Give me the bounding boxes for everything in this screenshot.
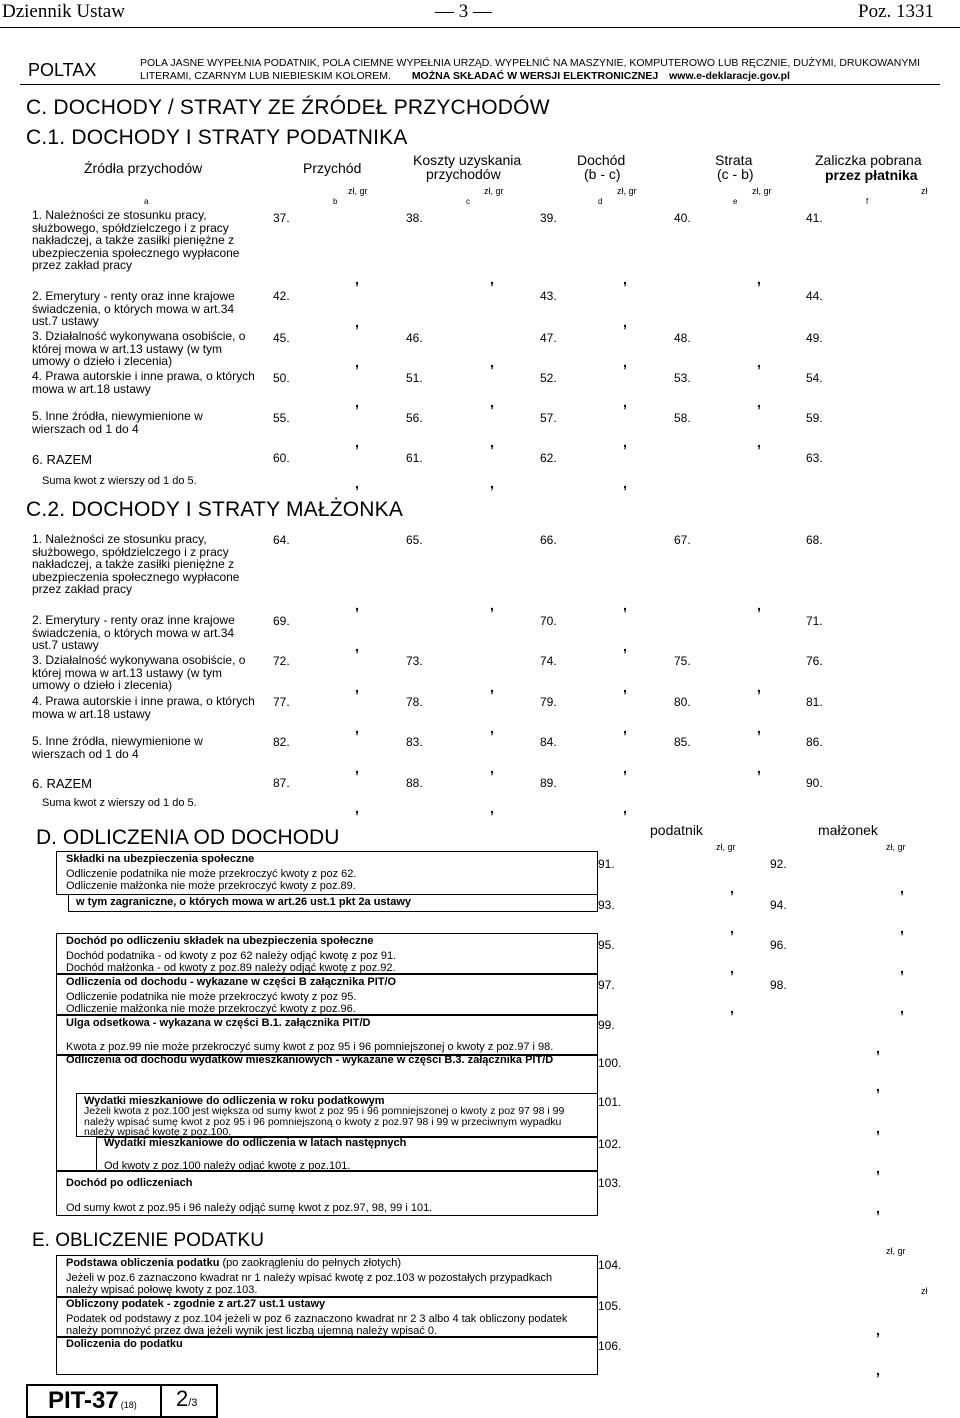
- obliczony-label: Obliczony podatek - zgodnie z art.27 ust.1 ustawy: [66, 1298, 326, 1310]
- decimal-comma: ,: [355, 760, 359, 776]
- decimal-comma: ,: [355, 638, 359, 654]
- top-rule: [20, 84, 940, 85]
- skladki-note1: Odliczenie podatnika nie może przekroczyć kwoty z poz 62.: [66, 868, 357, 880]
- c1-row5-label: 5. Inne źródła, niewymienione w wierszach od 1 do 4: [32, 409, 203, 436]
- c2-field-84[interactable]: 84.: [540, 735, 557, 749]
- decimal-comma: ,: [490, 679, 494, 695]
- c1-field-55[interactable]: 55.: [273, 411, 290, 425]
- c2-field-72[interactable]: 72.: [273, 654, 290, 668]
- wyd-lata-note: Od kwoty z poz.100 należy odjąć kwotę z poz.101.: [104, 1160, 351, 1172]
- col-sources: Źródła przychodów: [84, 160, 203, 176]
- skladki-label: Składki na ubezpieczenia społeczne: [66, 853, 255, 865]
- decimal-comma: ,: [490, 800, 494, 816]
- decimal-comma: ,: [623, 271, 627, 287]
- decimal-comma: ,: [623, 475, 627, 491]
- c1-field-57[interactable]: 57.: [540, 411, 557, 425]
- decimal-comma: ,: [757, 271, 761, 287]
- col-costs-l2: przychodów: [426, 166, 501, 182]
- journal-title: Dziennik Ustaw: [2, 1, 125, 22]
- decimal-comma: ,: [490, 597, 494, 613]
- decimal-comma: ,: [757, 597, 761, 613]
- letter-f: f: [866, 197, 869, 206]
- unit-e-zl: zł: [921, 1286, 928, 1296]
- decimal-comma: ,: [900, 960, 904, 976]
- c1-field-38[interactable]: 38.: [406, 211, 423, 225]
- c2-field-80[interactable]: 80.: [674, 695, 691, 709]
- c2-field-79[interactable]: 79.: [540, 695, 557, 709]
- doch-po-note1: Dochód podatnika - od kwoty z poz 62 należy odjąć kwotę z poz 91.: [66, 950, 397, 962]
- instructions-url: www.e-deklaracje.gov.pl: [669, 70, 790, 82]
- form-page-num: 2: [176, 1386, 189, 1411]
- decimal-comma: ,: [355, 679, 359, 695]
- decimal-comma: ,: [876, 1322, 880, 1338]
- decimal-comma: ,: [355, 720, 359, 736]
- wyd-rok-note: Jeżeli kwota z poz.100 jest większa od sumy kwot z poz 95 i 96 pomniejszonej o kwoty z poz 97 98 i 99 należy wpisać sumę kwot z poz 95 i 96 pomniejszoną o kwoty z poz.97 98 i 99 w przeciwnym wypadku należy wpisać kwotę z poz.100.: [84, 1105, 565, 1138]
- field-102[interactable]: 102.: [598, 1137, 622, 1151]
- decimal-comma: ,: [623, 800, 627, 816]
- field-101[interactable]: 101.: [598, 1095, 622, 1109]
- section-d-title: D. ODLICZENIA OD DOCHODU: [36, 826, 340, 849]
- c2-field-88[interactable]: 88.: [406, 776, 423, 790]
- field-99[interactable]: 99.: [598, 1018, 615, 1032]
- instructions-electronic: MOŻNA SKŁADAĆ W WERSJI ELEKTRONICZNEJ: [411, 70, 659, 82]
- c2-field-74[interactable]: 74.: [540, 654, 557, 668]
- decimal-comma: ,: [355, 314, 359, 330]
- c2-field-64[interactable]: 64.: [273, 533, 290, 547]
- form-id: [48, 1387, 137, 1415]
- decimal-comma: ,: [623, 679, 627, 695]
- c2-field-66[interactable]: 66.: [540, 533, 557, 547]
- instructions-text: LITERAMI, CZARNYM LUB NIEBIESKIM KOLOREM.: [140, 70, 391, 82]
- c2-field-83[interactable]: 83.: [406, 735, 423, 749]
- col-loss-l1: Strata: [715, 152, 753, 168]
- letter-c: c: [466, 197, 470, 206]
- doliczenia-label: Doliczenia do podatku: [66, 1338, 183, 1350]
- c2-row1-label: 1. Należności ze stosunku pracy, służbowego, spółdzielczego i z pracy nakładczej, a także zasiłki pieniężne z ubezpieczenia społecznego wypłacone przez zakład pracy: [32, 532, 240, 596]
- skladki-note2: Odliczenie małżonka nie może przekroczyć kwoty z poz.89.: [66, 880, 356, 892]
- decimal-comma: ,: [490, 720, 494, 736]
- section-c1-title: C.1. DOCHODY I STRATY PODATNIKA: [26, 126, 408, 149]
- unit-advance: zł: [921, 186, 928, 196]
- c2-field-81[interactable]: 81.: [806, 695, 823, 709]
- decimal-comma: ,: [876, 1362, 880, 1378]
- c2-row2-label: 2. Emerytury - renty oraz inne krajowe świadczenia, o których mowa w art.34 ust.7 ustawy: [32, 613, 235, 652]
- doch-po-label: Dochód po odliczeniu składek na ubezpieczenia społeczne: [66, 935, 374, 947]
- decimal-comma: ,: [730, 1000, 734, 1016]
- c1-field-54[interactable]: 54.: [806, 371, 823, 385]
- form-id-divider: [160, 1384, 162, 1418]
- c2-field-86[interactable]: 86.: [806, 735, 823, 749]
- c2-field-78[interactable]: 78.: [406, 695, 423, 709]
- col-spouse: małżonek: [818, 822, 878, 838]
- decimal-comma: ,: [355, 434, 359, 450]
- zagr-label: w tym zagraniczne, o których mowa w art.26 ust.1 pkt 2a ustawy: [76, 896, 411, 908]
- form-name: PIT-37: [48, 1387, 119, 1414]
- position-number: Poz. 1331: [858, 1, 934, 22]
- unit-taxpayer: zł, gr: [716, 842, 736, 852]
- c1-field-51[interactable]: 51.: [406, 371, 423, 385]
- decimal-comma: ,: [900, 1000, 904, 1016]
- col-costs-l1: Koszty uzyskania: [413, 152, 522, 168]
- c1-field-43[interactable]: 43.: [540, 289, 557, 303]
- decimal-comma: ,: [900, 920, 904, 936]
- podstawa-rest: (po zaokrągleniu do pełnych złotych): [219, 1257, 402, 1269]
- field-103[interactable]: 103.: [598, 1176, 622, 1190]
- decimal-comma: ,: [355, 800, 359, 816]
- decimal-comma: ,: [623, 434, 627, 450]
- decimal-comma: ,: [355, 475, 359, 491]
- decimal-comma: ,: [730, 880, 734, 896]
- decimal-comma: ,: [730, 920, 734, 936]
- c1-field-37[interactable]: 37.: [273, 211, 290, 225]
- decimal-comma: ,: [355, 394, 359, 410]
- decimal-comma: ,: [757, 354, 761, 370]
- col-profit-l2: (b - c): [584, 166, 621, 182]
- c1-field-60[interactable]: 60.: [273, 451, 290, 465]
- decimal-comma: ,: [757, 434, 761, 450]
- c2-field-76[interactable]: 76.: [806, 654, 823, 668]
- c1-field-40[interactable]: 40.: [674, 211, 691, 225]
- c1-field-45[interactable]: 45.: [273, 331, 290, 345]
- odl-b-note1: Odliczenie podatnika nie może przekroczyć kwoty z poz 95.: [66, 991, 357, 1003]
- ulga-note: Kwota z poz.99 nie może przekroczyć sumy kwot z poz 95 i 96 pomniejszonej o kwoty z poz.97 i 98.: [66, 1041, 554, 1053]
- letter-e: e: [733, 197, 738, 206]
- decimal-comma: ,: [623, 597, 627, 613]
- doch-po-note2: Dochód małżonka - od kwoty z poz.89 należy odjąć kwotę z poz.92.: [66, 962, 396, 974]
- form-page: [176, 1386, 197, 1412]
- field-97[interactable]: 97.: [598, 978, 615, 992]
- c2-field-77[interactable]: 77.: [273, 695, 290, 709]
- decimal-comma: ,: [757, 720, 761, 736]
- c1-field-61[interactable]: 61.: [406, 451, 423, 465]
- unit-costs: zł, gr: [484, 186, 504, 196]
- decimal-comma: ,: [876, 1160, 880, 1176]
- section-c-title: C. DOCHODY / STRATY ZE ŹRÓDEŁ PRZYCHODÓW: [26, 96, 550, 119]
- doch-odl-label: Dochód po odliczeniach: [66, 1177, 193, 1189]
- c1-row2-label: 2. Emerytury - renty oraz inne krajowe świadczenia, o których mowa w art.34 ust.7 ustawy: [32, 289, 235, 328]
- letter-a: a: [144, 197, 149, 206]
- c1-field-56[interactable]: 56.: [406, 411, 423, 425]
- c2-field-67[interactable]: 67.: [674, 533, 691, 547]
- c2-row5-label: 5. Inne źródła, niewymienione w wierszach od 1 do 4: [32, 734, 203, 761]
- decimal-comma: ,: [355, 597, 359, 613]
- col-advance-l1: Zaliczka pobrana: [815, 152, 922, 168]
- podstawa-label: [66, 1257, 401, 1269]
- c2-field-65[interactable]: 65.: [406, 533, 423, 547]
- c1-field-41[interactable]: 41.: [806, 211, 823, 225]
- decimal-comma: ,: [876, 1078, 880, 1094]
- field-105[interactable]: 105.: [598, 1299, 622, 1313]
- decimal-comma: ,: [490, 271, 494, 287]
- wyd-rok-label: Wydatki mieszkaniowe do odliczenia w roku podatkowym: [84, 1095, 385, 1107]
- instructions-line1: POLA JASNE WYPEŁNIA PODATNIK, POLA CIEMNE WYPEŁNIA URZĄD. WYPEŁNIĆ NA MASZYNIE, KOMPUTEROWO LUB RĘCZNIE, DUŻYMI, DRUKOWANYMI: [140, 57, 921, 69]
- col-advance-l2: przez płatnika: [825, 167, 918, 183]
- field-104[interactable]: 104.: [598, 1258, 622, 1272]
- poltax-label: POLTAX: [28, 60, 97, 80]
- c2-field-68[interactable]: 68.: [806, 533, 823, 547]
- c1-row4-label: 4. Prawa autorskie i inne prawa, o których mowa w art.18 ustawy: [32, 369, 255, 396]
- unit-e: zł, gr: [886, 1246, 906, 1256]
- c1-row6-label: 6. RAZEM: [32, 452, 92, 467]
- decimal-comma: ,: [623, 638, 627, 654]
- doch-odl-note: Od sumy kwot z poz.95 i 96 należy odjąć sumę kwot z poz.97, 98, 99 i 101.: [66, 1202, 433, 1214]
- col-taxpayer: podatnik: [650, 822, 703, 838]
- c2-field-69[interactable]: 69.: [273, 614, 290, 628]
- c1-field-59[interactable]: 59.: [806, 411, 823, 425]
- field-95[interactable]: 95.: [598, 938, 615, 952]
- odl-b-label: Odliczenia od dochodu - wykazane w części B załącznika PIT/O: [66, 976, 397, 988]
- decimal-comma: ,: [623, 760, 627, 776]
- c2-field-75[interactable]: 75.: [674, 654, 691, 668]
- c2-field-82[interactable]: 82.: [273, 735, 290, 749]
- c1-field-47[interactable]: 47.: [540, 331, 557, 345]
- field-98[interactable]: 98.: [770, 978, 787, 992]
- odl-b-note2: Odliczenie małżonka nie może przekroczyć kwoty z poz.96.: [66, 1003, 356, 1015]
- c2-field-85[interactable]: 85.: [674, 735, 691, 749]
- c1-field-58[interactable]: 58.: [674, 411, 691, 425]
- c1-row1-label: 1. Należności ze stosunku pracy, służbowego, spółdzielczego i z pracy nakładczej, a także zasiłki pieniężne z ubezpieczenia społecznego wypłacone przez zakład pracy: [32, 208, 240, 272]
- col-loss-l2: (c - b): [717, 166, 754, 182]
- decimal-comma: ,: [623, 354, 627, 370]
- col-income: Przychód: [303, 160, 362, 176]
- podstawa-bold: Podstawa obliczenia podatku: [66, 1257, 220, 1269]
- field-94[interactable]: 94.: [770, 898, 787, 912]
- decimal-comma: ,: [490, 475, 494, 491]
- c1-field-50[interactable]: 50.: [273, 371, 290, 385]
- c1-field-49[interactable]: 49.: [806, 331, 823, 345]
- decimal-comma: ,: [490, 760, 494, 776]
- field-91[interactable]: 91.: [598, 857, 615, 871]
- wyd-lata-label: Wydatki mieszkaniowe do odliczenia w latach następnych: [104, 1137, 407, 1149]
- unit-profit: zł, gr: [617, 186, 637, 196]
- c2-row6-label: 6. RAZEM: [32, 776, 92, 791]
- c1-row3-label: 3. Działalność wykonywana osobiście, o której mowa w art.13 ustawy (w tym umowy o dzieło i zlecenia): [32, 329, 246, 368]
- unit-income: zł, gr: [348, 186, 368, 196]
- decimal-comma: ,: [757, 679, 761, 695]
- letter-b: b: [333, 197, 338, 206]
- decimal-comma: ,: [355, 271, 359, 287]
- c2-field-89[interactable]: 89.: [540, 776, 557, 790]
- field-93[interactable]: 93.: [598, 898, 615, 912]
- unit-loss: zł, gr: [752, 186, 772, 196]
- field-100[interactable]: 100.: [598, 1056, 622, 1070]
- c1-field-52[interactable]: 52.: [540, 371, 557, 385]
- field-92[interactable]: 92.: [770, 857, 787, 871]
- ulga-label: Ulga odsetkowa - wykazana w części B.1. załącznika PIT/D: [66, 1017, 371, 1029]
- field-96[interactable]: 96.: [770, 938, 787, 952]
- decimal-comma: ,: [623, 394, 627, 410]
- decimal-comma: ,: [623, 720, 627, 736]
- decimal-comma: ,: [623, 314, 627, 330]
- obliczony-note: Podatek od podstawy z poz.104 jeżeli w poz 6 zaznaczono kwadrat nr 2 3 albo 4 tak obliczony podatek należy pomnożyć przez dwa jeżeli wynik jest liczbą ujemną należy wpisać 0.: [66, 1313, 568, 1337]
- c2-field-70[interactable]: 70.: [540, 614, 557, 628]
- c1-field-48[interactable]: 48.: [674, 331, 691, 345]
- c2-field-73[interactable]: 73.: [406, 654, 423, 668]
- c1-field-39[interactable]: 39.: [540, 211, 557, 225]
- instructions-line2: [140, 70, 790, 82]
- section-e-title: E. OBLICZENIE PODATKU: [32, 1230, 264, 1251]
- mieszk-label: Odliczenia od dochodu wydatków mieszkaniowych - wykazane w części B.3. załącznika PIT/D: [66, 1054, 554, 1066]
- c1-field-62[interactable]: 62.: [540, 451, 557, 465]
- decimal-comma: ,: [757, 760, 761, 776]
- decimal-comma: ,: [490, 434, 494, 450]
- unit-spouse: zł, gr: [886, 842, 906, 852]
- decimal-comma: ,: [876, 1200, 880, 1216]
- c2-field-71[interactable]: 71.: [806, 614, 823, 628]
- form-page-of: /3: [188, 1397, 198, 1409]
- field-106[interactable]: 106.: [598, 1339, 622, 1353]
- decimal-comma: ,: [900, 880, 904, 896]
- c2-field-87[interactable]: 87.: [273, 776, 290, 790]
- c1-row6-sub: Suma kwot z wierszy od 1 do 5.: [42, 475, 197, 487]
- c1-field-44[interactable]: 44.: [806, 289, 823, 303]
- c1-field-42[interactable]: 42.: [273, 289, 290, 303]
- decimal-comma: ,: [876, 1120, 880, 1136]
- form-version: (18): [120, 1400, 137, 1410]
- c2-field-90[interactable]: 90.: [806, 776, 823, 790]
- c1-field-63[interactable]: 63.: [806, 451, 823, 465]
- c2-row3-label: 3. Działalność wykonywana osobiście, o której mowa w art.13 ustawy (w tym umowy o dzieło i zlecenia): [32, 653, 246, 692]
- header-rule: [0, 27, 960, 28]
- decimal-comma: ,: [876, 1040, 880, 1056]
- col-profit-l1: Dochód: [577, 152, 626, 168]
- podstawa-note: Jeżeli w poz.6 zaznaczono kwadrat nr 1 należy wpisać kwotę z poz.103 w pozostałych przypadkach należy wpisać połowę kwoty z poz.103.: [66, 1272, 553, 1296]
- c2-row4-label: 4. Prawa autorskie i inne prawa, o których mowa w art.18 ustawy: [32, 694, 255, 721]
- c1-field-46[interactable]: 46.: [406, 331, 423, 345]
- decimal-comma: ,: [490, 394, 494, 410]
- c2-row6-sub: Suma kwot z wierszy od 1 do 5.: [42, 797, 197, 809]
- decimal-comma: ,: [355, 354, 359, 370]
- letter-d: d: [598, 197, 603, 206]
- decimal-comma: ,: [757, 394, 761, 410]
- section-c2-title: C.2. DOCHODY I STRATY MAŁŻONKA: [26, 498, 404, 521]
- decimal-comma: ,: [490, 354, 494, 370]
- decimal-comma: ,: [730, 960, 734, 976]
- page-number: — 3 —: [435, 1, 492, 22]
- c1-field-53[interactable]: 53.: [674, 371, 691, 385]
